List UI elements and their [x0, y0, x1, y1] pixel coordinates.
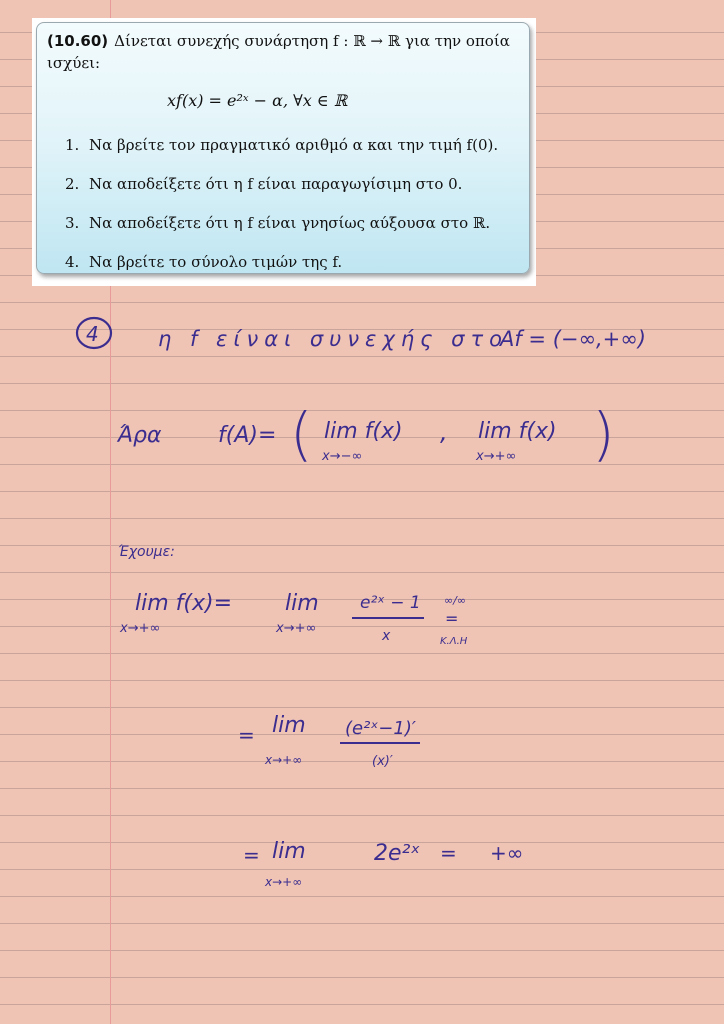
task-text: Να βρείτε τον πραγματικό αριθμό α και την τιμή f(0).	[89, 136, 499, 154]
limit-result: +∞	[490, 841, 524, 865]
problem-number: (10.60)	[47, 32, 109, 50]
equals-sign: =	[238, 723, 255, 747]
fraction-denominator: x	[382, 628, 391, 644]
fraction-bar	[340, 742, 420, 744]
rule-equals-sign: =	[445, 609, 459, 628]
task-number: 4.	[65, 253, 80, 271]
task-text: Να αποδείξετε ότι η f είναι παραγωγίσιμη στο 0.	[89, 175, 463, 193]
limit-sub-plus-infinity: x→+∞	[476, 449, 517, 464]
limit-sub: x→+∞	[265, 875, 303, 889]
problem-equation: xf(x) = e²ˣ − α, ∀x ∈ ℝ	[167, 91, 348, 110]
equals-sign: =	[440, 841, 457, 865]
derivative-denominator: (x)′	[372, 754, 393, 769]
problem-intro-text: Δίνεται συνεχής συνάρτηση f : ℝ → ℝ για την οποία ισχύει:	[47, 32, 510, 72]
task-text: Να βρείτε το σύνολο τιμών της f.	[89, 253, 343, 271]
limit-plus-infinity: lim f(x)	[478, 419, 557, 444]
exponential-expression: 2e²ˣ	[374, 841, 421, 866]
limit-sub: x→+∞	[276, 621, 317, 636]
continuity-statement: η f είναι συνεχής στο	[158, 327, 508, 351]
task-text: Να αποδείξετε ότι η f είναι γνησίως αύξουσα στο ℝ.	[89, 214, 491, 232]
limit-operator: lim	[272, 839, 306, 864]
lhopital-rule-label: Κ.Λ.Η	[440, 636, 468, 647]
derivative-numerator: (e²ˣ−1)′	[345, 718, 416, 739]
range-lhs: f(A)=	[218, 423, 277, 448]
question-number-marker: 4	[86, 322, 99, 346]
left-parenthesis: (	[290, 400, 313, 468]
limit-sub-minus-infinity: x→−∞	[322, 449, 363, 464]
right-parenthesis: )	[592, 400, 615, 468]
task-number: 3.	[65, 214, 80, 232]
limit-sub: x→+∞	[265, 753, 303, 767]
range-comma: ,	[440, 418, 448, 446]
therefore-label: Άρα	[118, 423, 162, 448]
task-number: 1.	[65, 136, 80, 154]
limit-sub: x→+∞	[120, 621, 161, 636]
fraction-numerator: e²ˣ − 1	[360, 593, 421, 613]
indeterminate-form: ∞/∞	[444, 594, 467, 607]
limit-f-plus-infinity: lim f(x)=	[135, 591, 233, 616]
limit-operator: lim	[285, 591, 319, 616]
task-number: 2.	[65, 175, 80, 193]
fraction-bar	[352, 617, 424, 619]
equals-sign: =	[243, 843, 260, 867]
domain-interval: Af = (−∞,+∞)	[500, 327, 646, 351]
we-have-label: Έχουμε:	[118, 544, 175, 560]
limit-operator: lim	[272, 713, 306, 738]
limit-minus-infinity: lim f(x)	[324, 419, 403, 444]
